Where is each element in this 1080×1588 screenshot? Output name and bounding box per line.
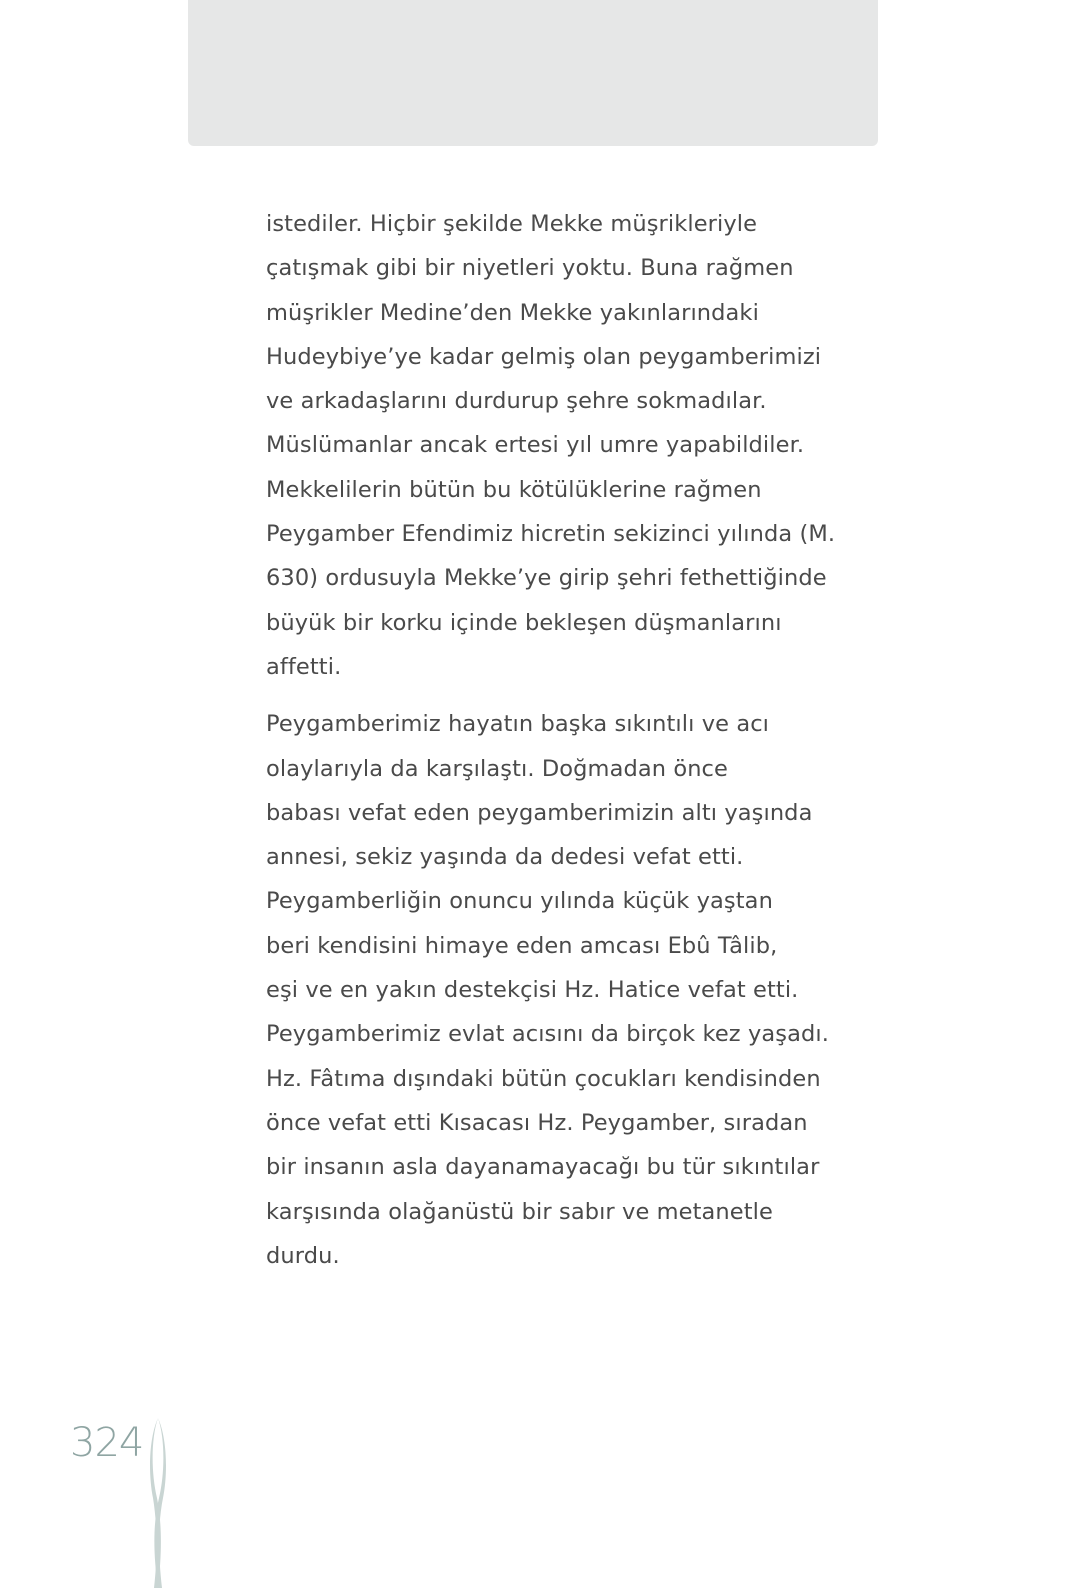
text-line: Mekkelilerin bütün bu kötülüklerine rağmen bbox=[266, 476, 762, 503]
text-line: büyük bir korku içinde bekleşen düşmanlarını bbox=[266, 609, 782, 636]
text-line: karşısında olağanüstü bir sabır ve metanetle bbox=[266, 1198, 773, 1225]
text-line: müşrikler Medine’den Mekke yakınlarındaki bbox=[266, 299, 759, 326]
header-placeholder-box bbox=[188, 0, 878, 146]
text-line: önce vefat etti Kısacası Hz. Peygamber, sıradan bbox=[266, 1109, 808, 1136]
text-line: babası vefat eden peygamberimizin altı yaşında bbox=[266, 799, 813, 826]
text-line: Peygamber Efendimiz hicretin sekizinci yılında (M. bbox=[266, 521, 836, 548]
text-line: Müslümanlar ancak ertesi yıl umre yapabildiler. bbox=[266, 432, 805, 459]
text-line: bir insanın asla dayanamayacağı bu tür sıkıntılar bbox=[266, 1154, 820, 1181]
text-line: Peygamberimiz hayatın başka sıkıntılı ve acı bbox=[266, 711, 770, 738]
text-line: affetti. bbox=[266, 653, 342, 680]
text-line: Hz. Fâtıma dışındaki bütün çocukları kendisinden bbox=[266, 1065, 821, 1092]
paragraph-1 bbox=[266, 202, 836, 689]
text-line: durdu. bbox=[266, 1242, 340, 1269]
text-line: olaylarıyla da karşılaştı. Doğmadan önce bbox=[266, 755, 728, 782]
page-number: 324 bbox=[70, 1420, 144, 1466]
text-line: Hudeybiye’ye kadar gelmiş olan peygamberimizi bbox=[266, 343, 822, 370]
text-line: istediler. Hiçbir şekilde Mekke müşrikleriyle bbox=[266, 211, 758, 237]
text-line: çatışmak gibi bir niyetleri yoktu. Buna rağmen bbox=[266, 255, 794, 282]
text-line: beri kendisini himaye eden amcası Ebû Tâlib, bbox=[266, 932, 778, 959]
text-line: ve arkadaşlarını durdurup şehre sokmadılar. bbox=[266, 388, 767, 415]
text-line: Peygamberimiz evlat acısını da birçok kez yaşadı. bbox=[266, 1021, 829, 1048]
text-line: eşi ve en yakın destekçisi Hz. Hatice vefat etti. bbox=[266, 977, 799, 1004]
body-text bbox=[266, 202, 836, 1278]
page-ornament-icon bbox=[145, 1418, 171, 1588]
text-line: 630) ordusuyla Mekke’ye girip şehri fethettiğinde bbox=[266, 565, 827, 592]
text-line: Peygamberliğin onuncu yılında küçük yaştan bbox=[266, 888, 773, 915]
text-line: annesi, sekiz yaşında da dedesi vefat etti. bbox=[266, 844, 744, 871]
paragraph-2 bbox=[266, 702, 829, 1278]
